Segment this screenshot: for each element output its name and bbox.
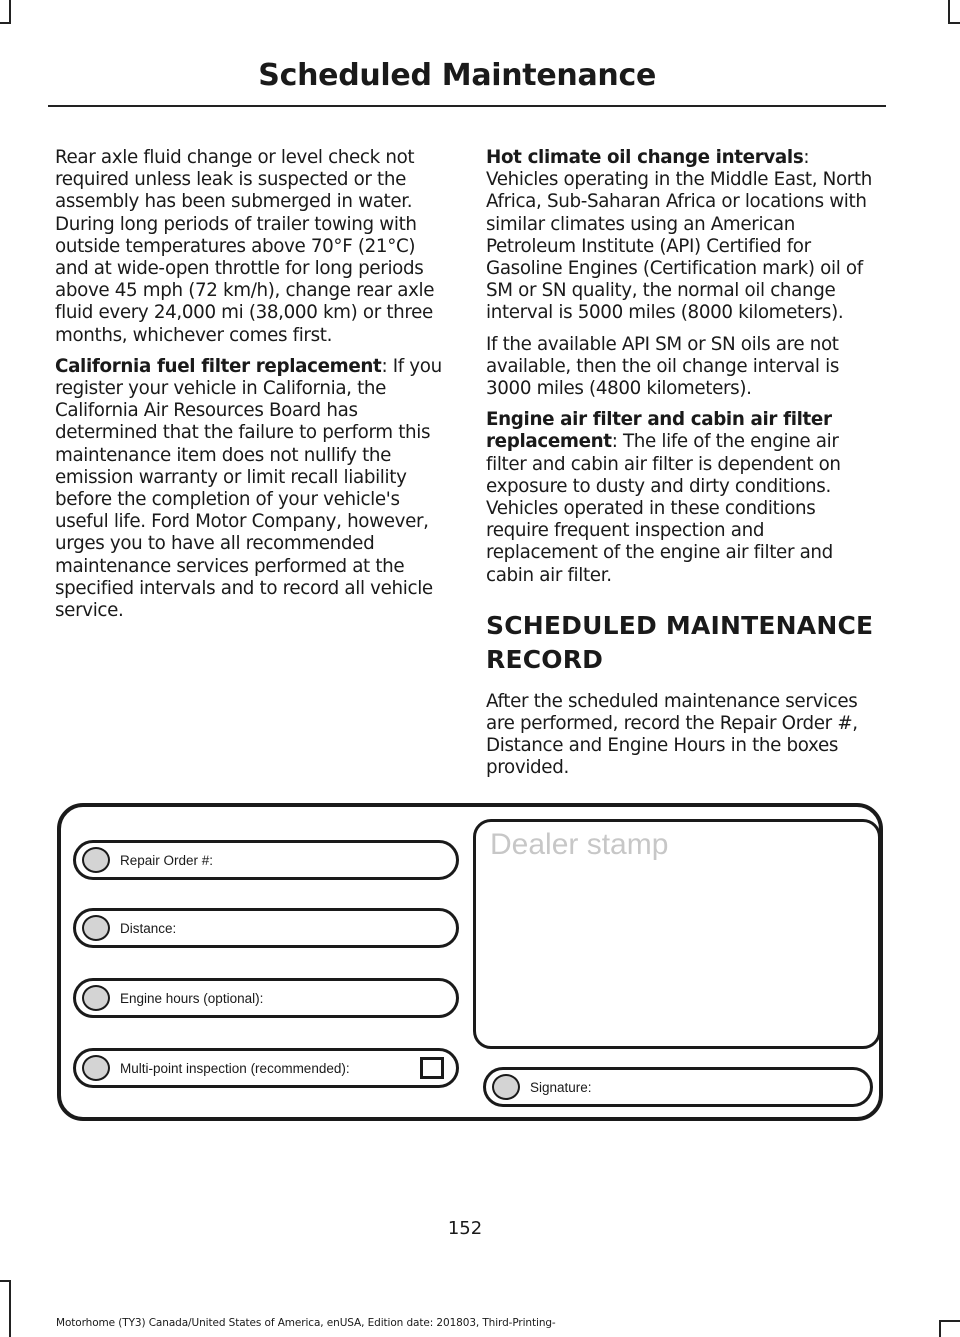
- bullet-icon: [82, 915, 110, 941]
- dealer-stamp-box: [473, 819, 881, 1049]
- api-oil-paragraph: If the available API SM or SN oils are not available, then the oil change interval is 3000 miles (4800 kilometers).: [486, 333, 840, 400]
- right-column: [486, 147, 878, 789]
- crop-mark-bottom-right-h: [939, 1320, 960, 1322]
- left-column: [55, 147, 447, 631]
- crop-mark-bottom-left: [9, 1280, 11, 1337]
- air-filter-heading: Engine air filter and cabin air filter replacement: [486, 409, 832, 453]
- bullet-icon: [82, 847, 110, 873]
- record-instructions-paragraph: After the scheduled maintenance services are performed, record the Repair Order #, Distance and Engine Hours in the boxes provided.: [486, 690, 858, 779]
- crop-mark-bottom-left-h: [0, 1280, 11, 1282]
- rear-axle-paragraph: Rear axle fluid change or level check not required unless leak is suspected or the assembly has been submerged in water. During long periods of trailer towing with outside temperatures above 70°F (21°C) and at wide-open throttle for long periods above 45 mph (72 km/h), change rear axle fluid every 24,000 mi (38,000 km) or three months, whichever comes first.: [55, 147, 435, 346]
- air-filter-body: : The life of the engine air filter and cabin air filter is dependent on exposure to dusty and dirty conditions. Vehicles operated in these conditions require frequent inspection and replacement of the engine air filter and cabin air filter.: [486, 431, 841, 586]
- california-filter-paragraph: [55, 356, 447, 622]
- repair-order-field[interactable]: [73, 840, 459, 880]
- crop-mark-top-left-h: [0, 22, 11, 24]
- engine-hours-label: Engine hours (optional):: [120, 991, 264, 1006]
- signature-field[interactable]: [483, 1067, 873, 1107]
- engine-hours-field[interactable]: [73, 978, 459, 1018]
- bullet-icon: [82, 985, 110, 1011]
- air-filter-paragraph: [486, 409, 878, 587]
- maintenance-record-form: [57, 803, 883, 1121]
- hot-climate-paragraph: [486, 147, 878, 325]
- signature-label: Signature:: [530, 1080, 592, 1095]
- crop-mark-top-right: [948, 0, 950, 22]
- title-rule: [48, 105, 886, 107]
- section-heading: SCHEDULED MAINTENANCE RECORD: [486, 610, 874, 674]
- inspection-checkbox[interactable]: [420, 1057, 444, 1079]
- repair-order-label: Repair Order #:: [120, 853, 214, 868]
- crop-mark-top-left: [9, 0, 11, 22]
- inspection-label: Multi-point inspection (recommended):: [120, 1061, 350, 1076]
- bullet-icon: [82, 1055, 110, 1081]
- crop-mark-bottom-right: [939, 1320, 941, 1337]
- page-title: Scheduled Maintenance: [258, 58, 656, 93]
- distance-label: Distance:: [120, 921, 177, 936]
- bullet-icon: [492, 1074, 520, 1100]
- edition-footer: Motorhome (TY3) Canada/United States of America, enUSA, Edition date: 201803, Third-Printing-: [56, 1317, 556, 1329]
- dealer-stamp-label: Dealer stamp: [490, 828, 669, 861]
- hot-climate-heading: Hot climate oil change intervals: [486, 147, 804, 168]
- crop-mark-top-right-h: [948, 22, 960, 24]
- distance-field[interactable]: [73, 908, 459, 948]
- inspection-field: [73, 1048, 459, 1088]
- hot-climate-body: : Vehicles operating in the Middle East, North Africa, Sub-Saharan Africa or locations with similar climates using an American Petroleum Institute (API) Certified for Gasoline Engines (Certification mark) oil of SM or SN quality, the normal oil change interval is 5000 miles (8000 kilometers).: [486, 147, 873, 324]
- california-filter-body: : If you register your vehicle in California, the California Air Resources Board has determined that the failure to perform this maintenance item does not nullify the emission warranty or limit recall liability before the completion of your vehicle's useful life. Ford Motor Company, however, urges you to have all recommended maintenance services performed at the specified intervals and to record all vehicle service.: [55, 355, 442, 622]
- california-filter-heading: California fuel filter replacement: [55, 355, 382, 377]
- page-number: 152: [447, 1218, 483, 1239]
